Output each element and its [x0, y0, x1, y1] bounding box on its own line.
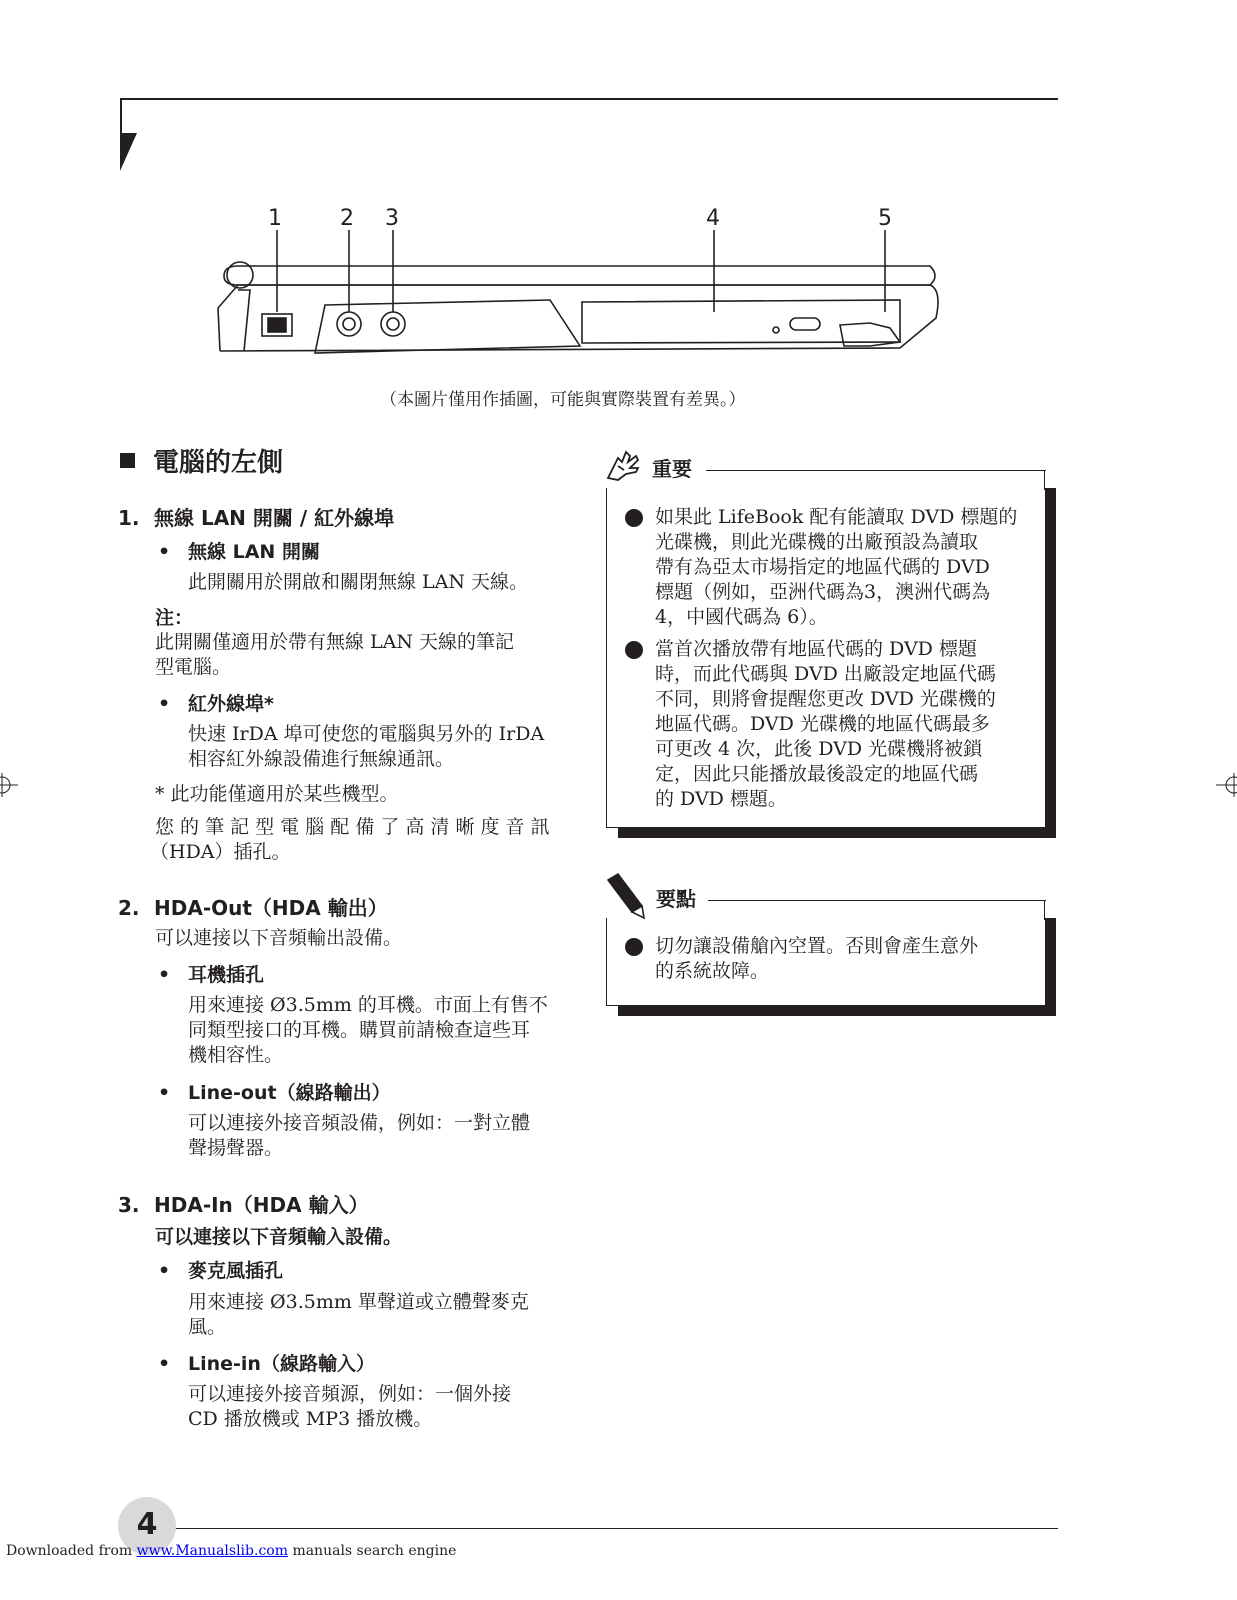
item-2-bullet-1-text-1: 用來連接 Ø3.5mm 的耳機。市面上有售不 — [188, 994, 548, 1016]
bullet-dot: • — [158, 693, 171, 715]
download-footer — [6, 1543, 456, 1559]
item-3-bullet-1 — [158, 1256, 283, 1283]
item-3-intro: 可以連接以下音頻輸入設備。 — [155, 1226, 403, 1248]
item-1-bullet-2-title: 紅外線埠* — [188, 693, 274, 715]
important-point-2 — [655, 637, 1027, 812]
header-rule-vertical — [120, 98, 122, 138]
tip-line-1: 切勿讓設備艙內空置。否則會產生意外 — [655, 935, 979, 957]
item-3-number: 3. — [118, 1193, 140, 1217]
bullet-dot: • — [158, 1082, 171, 1104]
important-point-2-line-4: 地區代碼。DVD 光碟機的地區代碼最多 — [655, 713, 990, 735]
important-label: 重要 — [652, 457, 692, 481]
item-2-bullet-1 — [158, 960, 264, 987]
item-1-bullet-2 — [158, 689, 274, 716]
item-2-number: 2. — [118, 896, 140, 920]
registration-mark-right — [1196, 770, 1237, 800]
item-3-bullet-1-text-1: 用來連接 Ø3.5mm 單聲道或立體聲麥克 — [188, 1291, 529, 1313]
section-title-text: 電腦的左側 — [153, 448, 284, 478]
laptop-left-side-illustration — [210, 230, 950, 360]
section-title — [120, 442, 283, 479]
item-2-bullet-2-title: Line-out（線路輸出） — [188, 1082, 391, 1104]
important-point-2-line-7: 的 DVD 標題。 — [655, 788, 787, 810]
header-rule — [120, 98, 1058, 100]
important-header-rule — [706, 470, 1046, 471]
important-point-1-line-4: 標題（例如，亞洲代碼為3，澳洲代碼為 — [655, 581, 991, 603]
item-2-heading — [118, 892, 388, 921]
callout-5: 5 — [878, 206, 892, 231]
item-3-bullet-2 — [158, 1349, 375, 1376]
bullet-dot: • — [158, 1260, 171, 1282]
header-corner-marker — [120, 133, 137, 171]
item-1-bullet-1-text: 此開關用於開啟和關閉無線 LAN 天線。 — [188, 571, 529, 593]
item-1-number: 1. — [118, 506, 140, 530]
item-3-bullet-1-title: 麥克風插孔 — [188, 1260, 284, 1282]
item-3-bullet-1-text-2: 風。 — [188, 1316, 227, 1338]
important-point-1-line-2: 光碟機，則此光碟機的出廠預設為讀取 — [655, 531, 979, 553]
registration-mark-left — [0, 770, 20, 800]
note-label: 注： — [155, 607, 194, 629]
tip-header-rule-end — [1044, 900, 1045, 920]
important-point-1-line-1: 如果此 LifeBook 配有能讀取 DVD 標題的 — [655, 506, 1018, 528]
footnote: * 此功能僅適用於某些機型。 — [155, 783, 399, 805]
hda-text-1: 您 的 筆 記 型 電 腦 配 備 了 高 清 晰 度 音 訊 — [155, 816, 550, 838]
item-2-bullet-2-text-2: 聲揚聲器。 — [188, 1137, 284, 1159]
callout-4: 4 — [706, 206, 720, 231]
tip-header-rule — [708, 900, 1046, 901]
tip-label: 要點 — [656, 887, 696, 911]
item-1-title: 無線 LAN 開關 / 紅外線埠 — [154, 506, 395, 530]
important-point-1-bullet — [625, 509, 643, 527]
manualslib-link[interactable]: www.Manualslib.com — [136, 1543, 288, 1559]
footer-rule — [170, 1528, 1058, 1529]
item-3-bullet-2-title: Line-in（線路輸入） — [188, 1353, 375, 1375]
bullet-dot: • — [158, 541, 171, 563]
callout-2: 2 — [340, 206, 354, 231]
note-text-1: 此開關僅適用於帶有無線 LAN 天線的筆記 — [155, 631, 515, 653]
important-point-1-line-3: 帶有為亞太市場指定的地區代碼的 DVD — [655, 556, 990, 578]
important-point-2-line-6: 定，因此只能播放最後設定的地區代碼 — [655, 763, 979, 785]
hda-text-2: （HDA）插孔。 — [150, 841, 291, 863]
item-3-bullet-2-text-2: CD 播放機或 MP3 播放機。 — [188, 1408, 433, 1430]
page-number: 4 — [136, 1507, 158, 1542]
item-3-bullet-2-text-1: 可以連接外接音頻源，例如：一個外接 — [188, 1383, 512, 1405]
item-2-bullet-1-text-3: 機相容性。 — [188, 1044, 284, 1066]
note-text-2: 型電腦。 — [155, 656, 232, 678]
important-point-2-line-2: 時，而此代碼與 DVD 出廠設定地區代碼 — [655, 663, 996, 685]
item-1-bullet-1-title: 無線 LAN 開關 — [188, 541, 320, 563]
item-2-intro: 可以連接以下音頻輸出設備。 — [155, 927, 403, 949]
important-header-rule-end — [1044, 470, 1045, 490]
item-1-bullet-2-text-1: 快速 IrDA 埠可使您的電腦與另外的 IrDA — [188, 723, 545, 745]
important-point-2-line-1: 當首次播放帶有地區代碼的 DVD 標題 — [655, 638, 977, 660]
important-point-1 — [655, 505, 1027, 630]
footer-tagline: manuals search engine — [292, 1543, 457, 1559]
item-3-title: HDA-In（HDA 輸入） — [154, 1193, 369, 1217]
item-1-bullet-1 — [158, 537, 320, 564]
pencil-icon — [604, 872, 648, 920]
callout-3: 3 — [385, 206, 399, 231]
important-point-2-line-5: 可更改 4 次，此後 DVD 光碟機將被鎖 — [655, 738, 983, 760]
item-1-bullet-2-text-2: 相容紅外線設備進行無線通訊。 — [188, 748, 455, 770]
item-2-title: HDA-Out（HDA 輸出） — [154, 896, 388, 920]
figure-caption: （本圖片僅用作插圖，可能與實際裝置有差異。） — [380, 390, 746, 410]
important-point-2-bullet — [625, 641, 643, 659]
important-point-2-line-3: 不同，則將會提醒您更改 DVD 光碟機的 — [655, 688, 996, 710]
callout-1: 1 — [268, 206, 282, 231]
item-2-bullet-1-title: 耳機插孔 — [188, 964, 265, 986]
item-2-bullet-1-text-2: 同類型接口的耳機。購買前請檢查這些耳 — [188, 1019, 531, 1041]
tip-line-2: 的系統故障。 — [655, 960, 770, 982]
section-square-icon — [120, 453, 135, 468]
tip-bullet — [625, 938, 643, 956]
bullet-dot: • — [158, 964, 171, 986]
item-2-bullet-2 — [158, 1078, 391, 1105]
footer-downloaded-from: Downloaded from — [6, 1543, 133, 1559]
item-2-bullet-2-text-1: 可以連接外接音頻設備，例如：一對立體 — [188, 1112, 531, 1134]
item-3-heading — [118, 1189, 369, 1218]
item-1-heading — [118, 502, 394, 531]
important-point-1-line-5: 4，中國代碼為 6）。 — [655, 606, 828, 628]
bullet-dot: • — [158, 1353, 171, 1375]
tip-text — [655, 934, 1027, 984]
hand-pointer-icon — [604, 448, 644, 484]
